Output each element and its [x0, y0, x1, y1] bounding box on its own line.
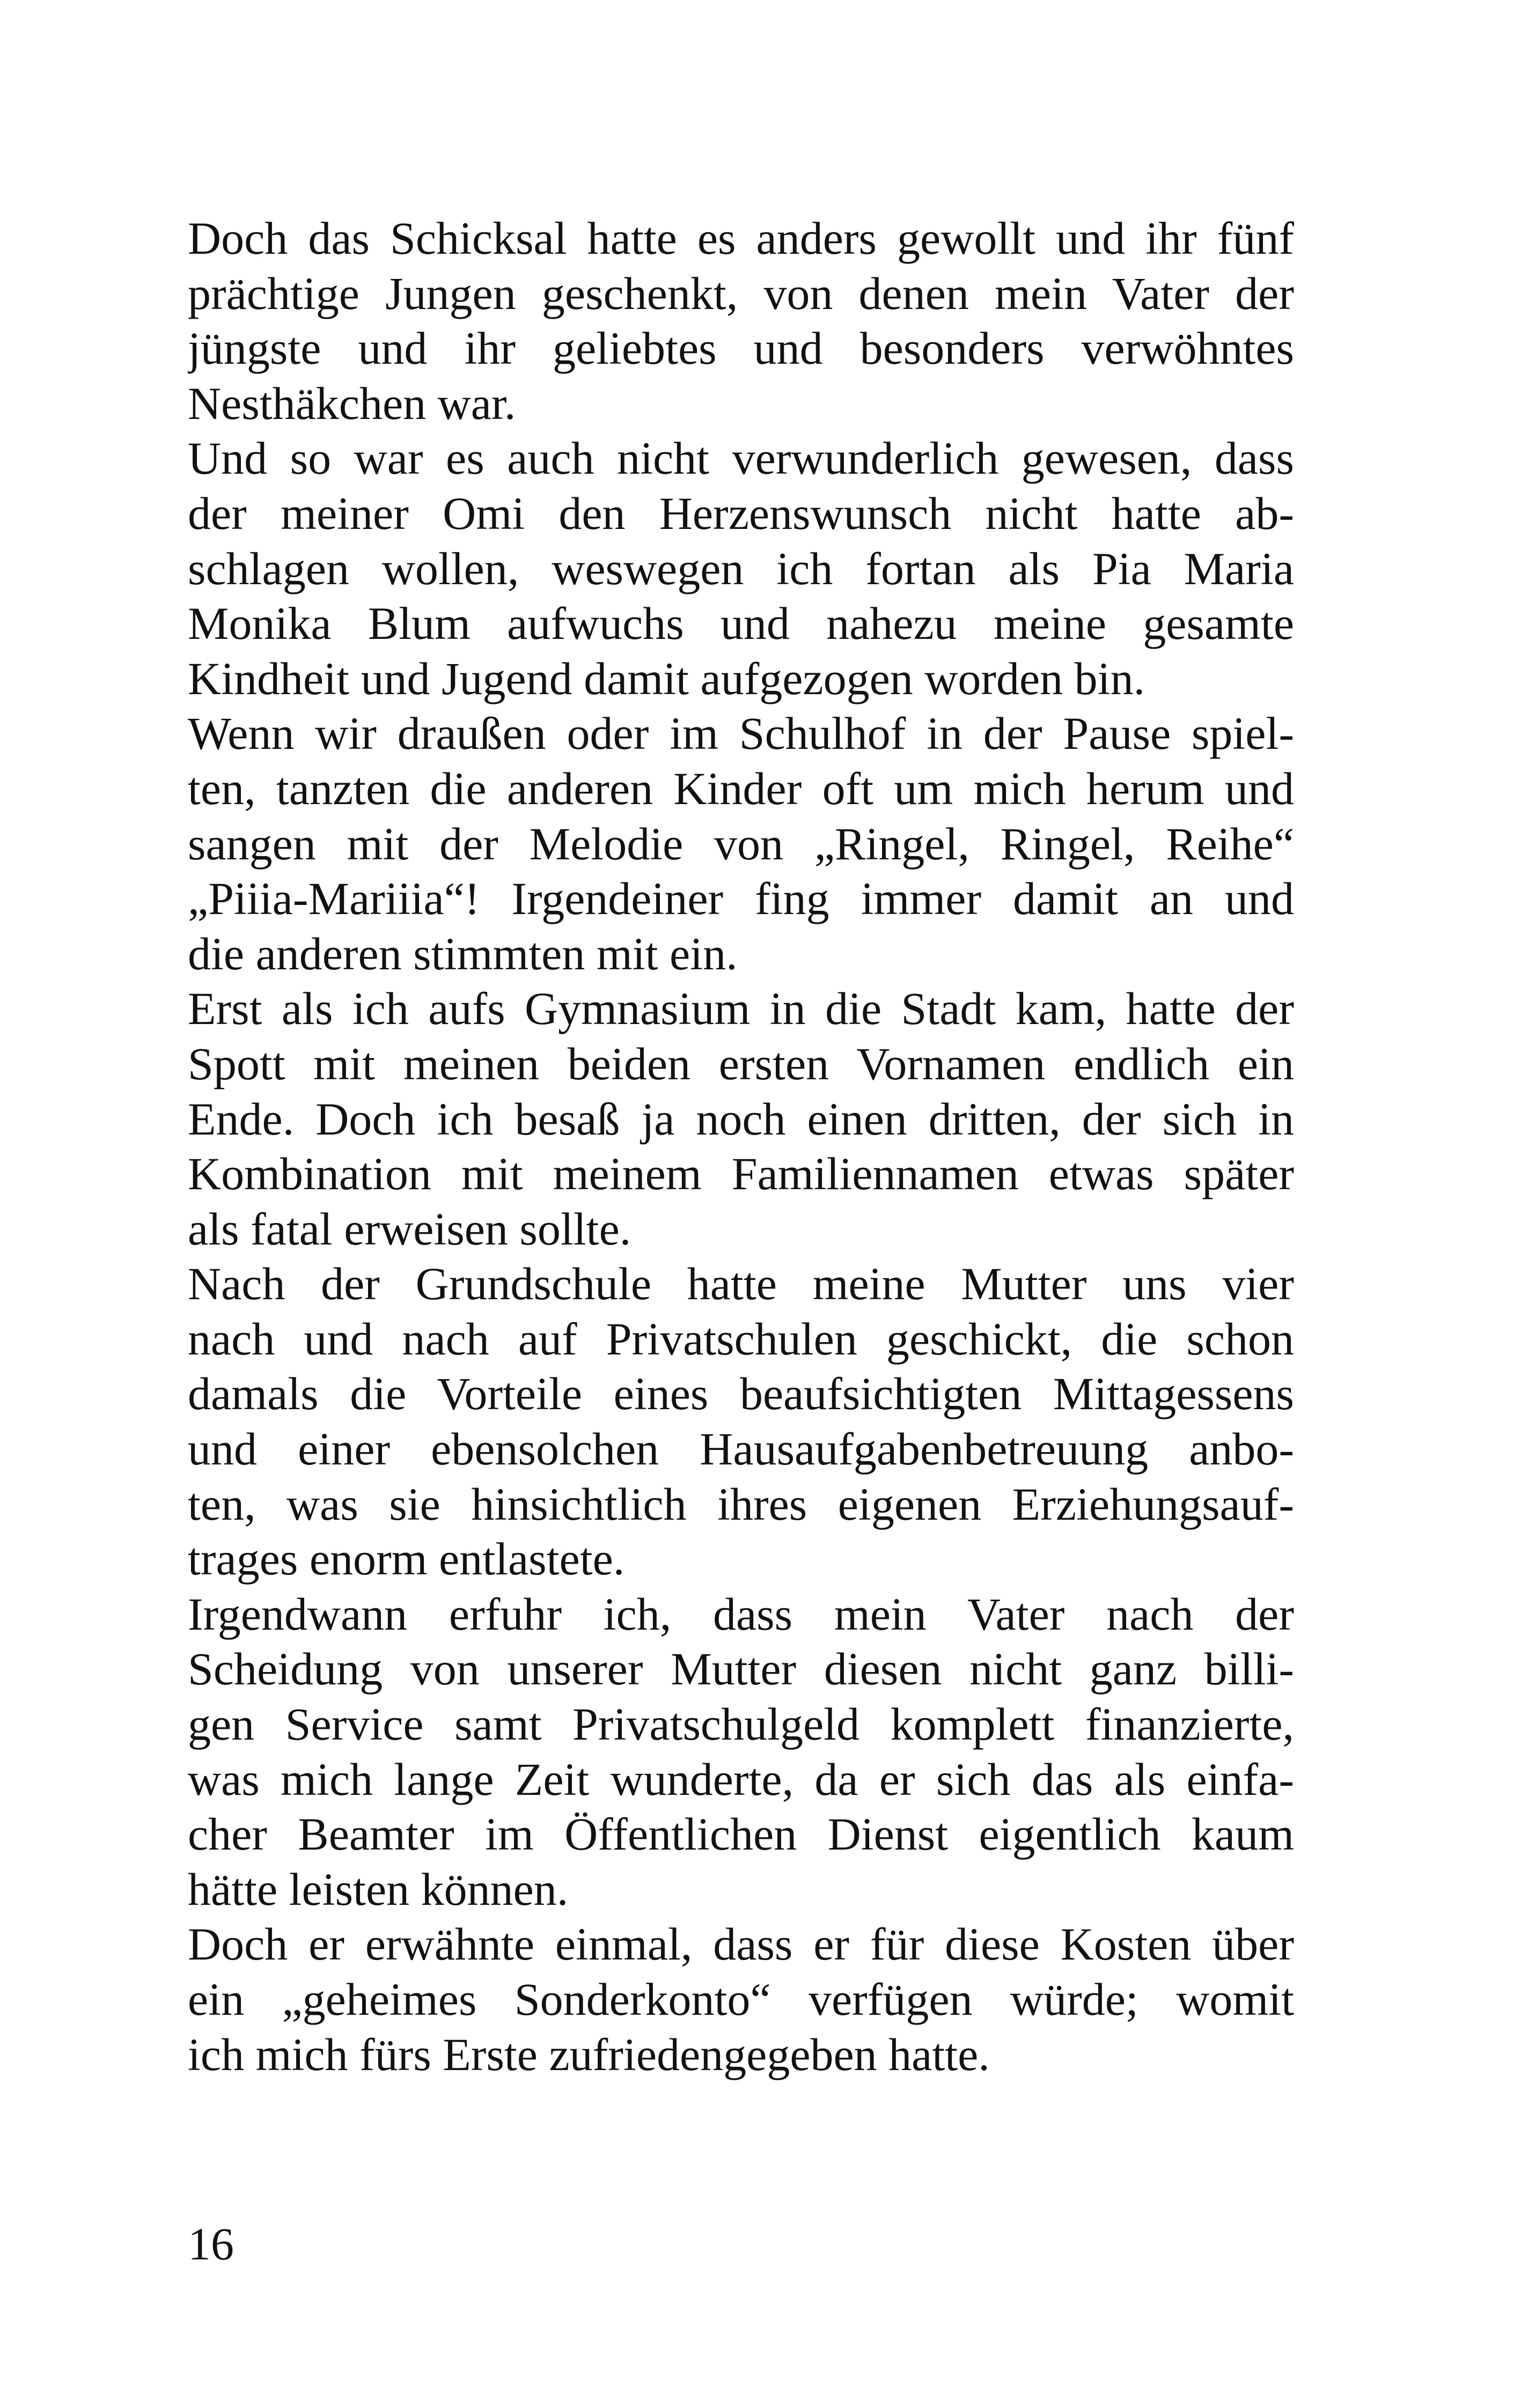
text-line: als fatal erweisen sollte. [188, 1203, 631, 1255]
paragraph [188, 1917, 1294, 2082]
text-line: trages enorm entlastete. [188, 1533, 625, 1585]
text-line: sangen mit der Melodie von „Ringel, Ringel, Reihe“ [188, 818, 1294, 870]
paragraph [188, 706, 1294, 981]
text-line: was mich lange Zeit wunderte, da er sich das als einfa- [188, 1753, 1294, 1805]
text-line: ten, tanzten die anderen Kinder oft um mich herum und [188, 762, 1294, 814]
text-line: „Piiia-Mariiia“! Irgendeiner fing immer damit an und [188, 873, 1294, 925]
paragraph [188, 431, 1294, 706]
text-line: schlagen wollen, weswegen ich fortan als Pia Maria [188, 542, 1294, 594]
text-line: Doch er erwähnte einmal, dass er für diese Kosten über [188, 1918, 1294, 1970]
text-line: Ende. Doch ich besaß ja noch einen dritten, der sich in [188, 1093, 1294, 1145]
text-line: gen Service samt Privatschulgeld komplett finanzierte, [188, 1698, 1294, 1750]
paragraph [188, 1256, 1294, 1587]
text-line: Kindheit und Jugend damit aufgezogen worden bin. [188, 652, 1145, 704]
page-number: 16 [188, 2218, 234, 2270]
text-line: Doch das Schicksal hatte es anders gewollt und ihr fünf [188, 212, 1294, 264]
paragraph [188, 981, 1294, 1256]
text-line: hätte leisten können. [188, 1863, 569, 1915]
text-line: der meiner Omi den Herzenswunsch nicht hatte ab- [188, 487, 1294, 539]
text-line: und einer ebensolchen Hausaufgabenbetreuung anbo- [188, 1423, 1294, 1475]
text-line: Scheidung von unserer Mutter diesen nicht ganz billi- [188, 1643, 1294, 1695]
text-line: ten, was sie hinsichtlich ihres eigenen Erziehungsauf- [188, 1478, 1294, 1530]
text-line: prächtige Jungen geschenkt, von denen mein Vater der [188, 267, 1294, 319]
text-line: Monika Blum aufwuchs und nahezu meine gesamte [188, 598, 1294, 650]
text-line: Erst als ich aufs Gymnasium in die Stadt kam, hatte der [188, 983, 1294, 1035]
text-line: jüngste und ihr geliebtes und besonders verwöhntes [188, 322, 1294, 374]
text-line: ein „geheimes Sonderkonto“ verfügen würde; womit [188, 1973, 1294, 2025]
text-line: Und so war es auch nicht verwunderlich gewesen, dass [188, 432, 1294, 484]
text-line: Nach der Grundschule hatte meine Mutter uns vier [188, 1258, 1294, 1310]
paragraph [188, 1587, 1294, 1917]
text-line: Spott mit meinen beiden ersten Vornamen endlich ein [188, 1037, 1294, 1089]
text-line: nach und nach auf Privatschulen geschickt, die schon [188, 1313, 1294, 1365]
body-text [188, 211, 1294, 2082]
text-line: ich mich fürs Erste zufriedengegeben hatte. [188, 2028, 990, 2080]
text-line: cher Beamter im Öffentlichen Dienst eigentlich kaum [188, 1808, 1294, 1860]
paragraph [188, 211, 1294, 431]
text-line: die anderen stimmten mit ein. [188, 927, 738, 980]
text-line: Irgendwann erfuhr ich, dass mein Vater nach der [188, 1588, 1294, 1640]
text-line: damals die Vorteile eines beaufsichtigten Mittagessens [188, 1368, 1294, 1420]
text-line: Kombination mit meinem Familiennamen etwas später [188, 1148, 1294, 1200]
text-line: Nesthäkchen war. [188, 377, 516, 429]
text-line: Wenn wir draußen oder im Schulhof in der Pause spiel- [188, 708, 1294, 760]
